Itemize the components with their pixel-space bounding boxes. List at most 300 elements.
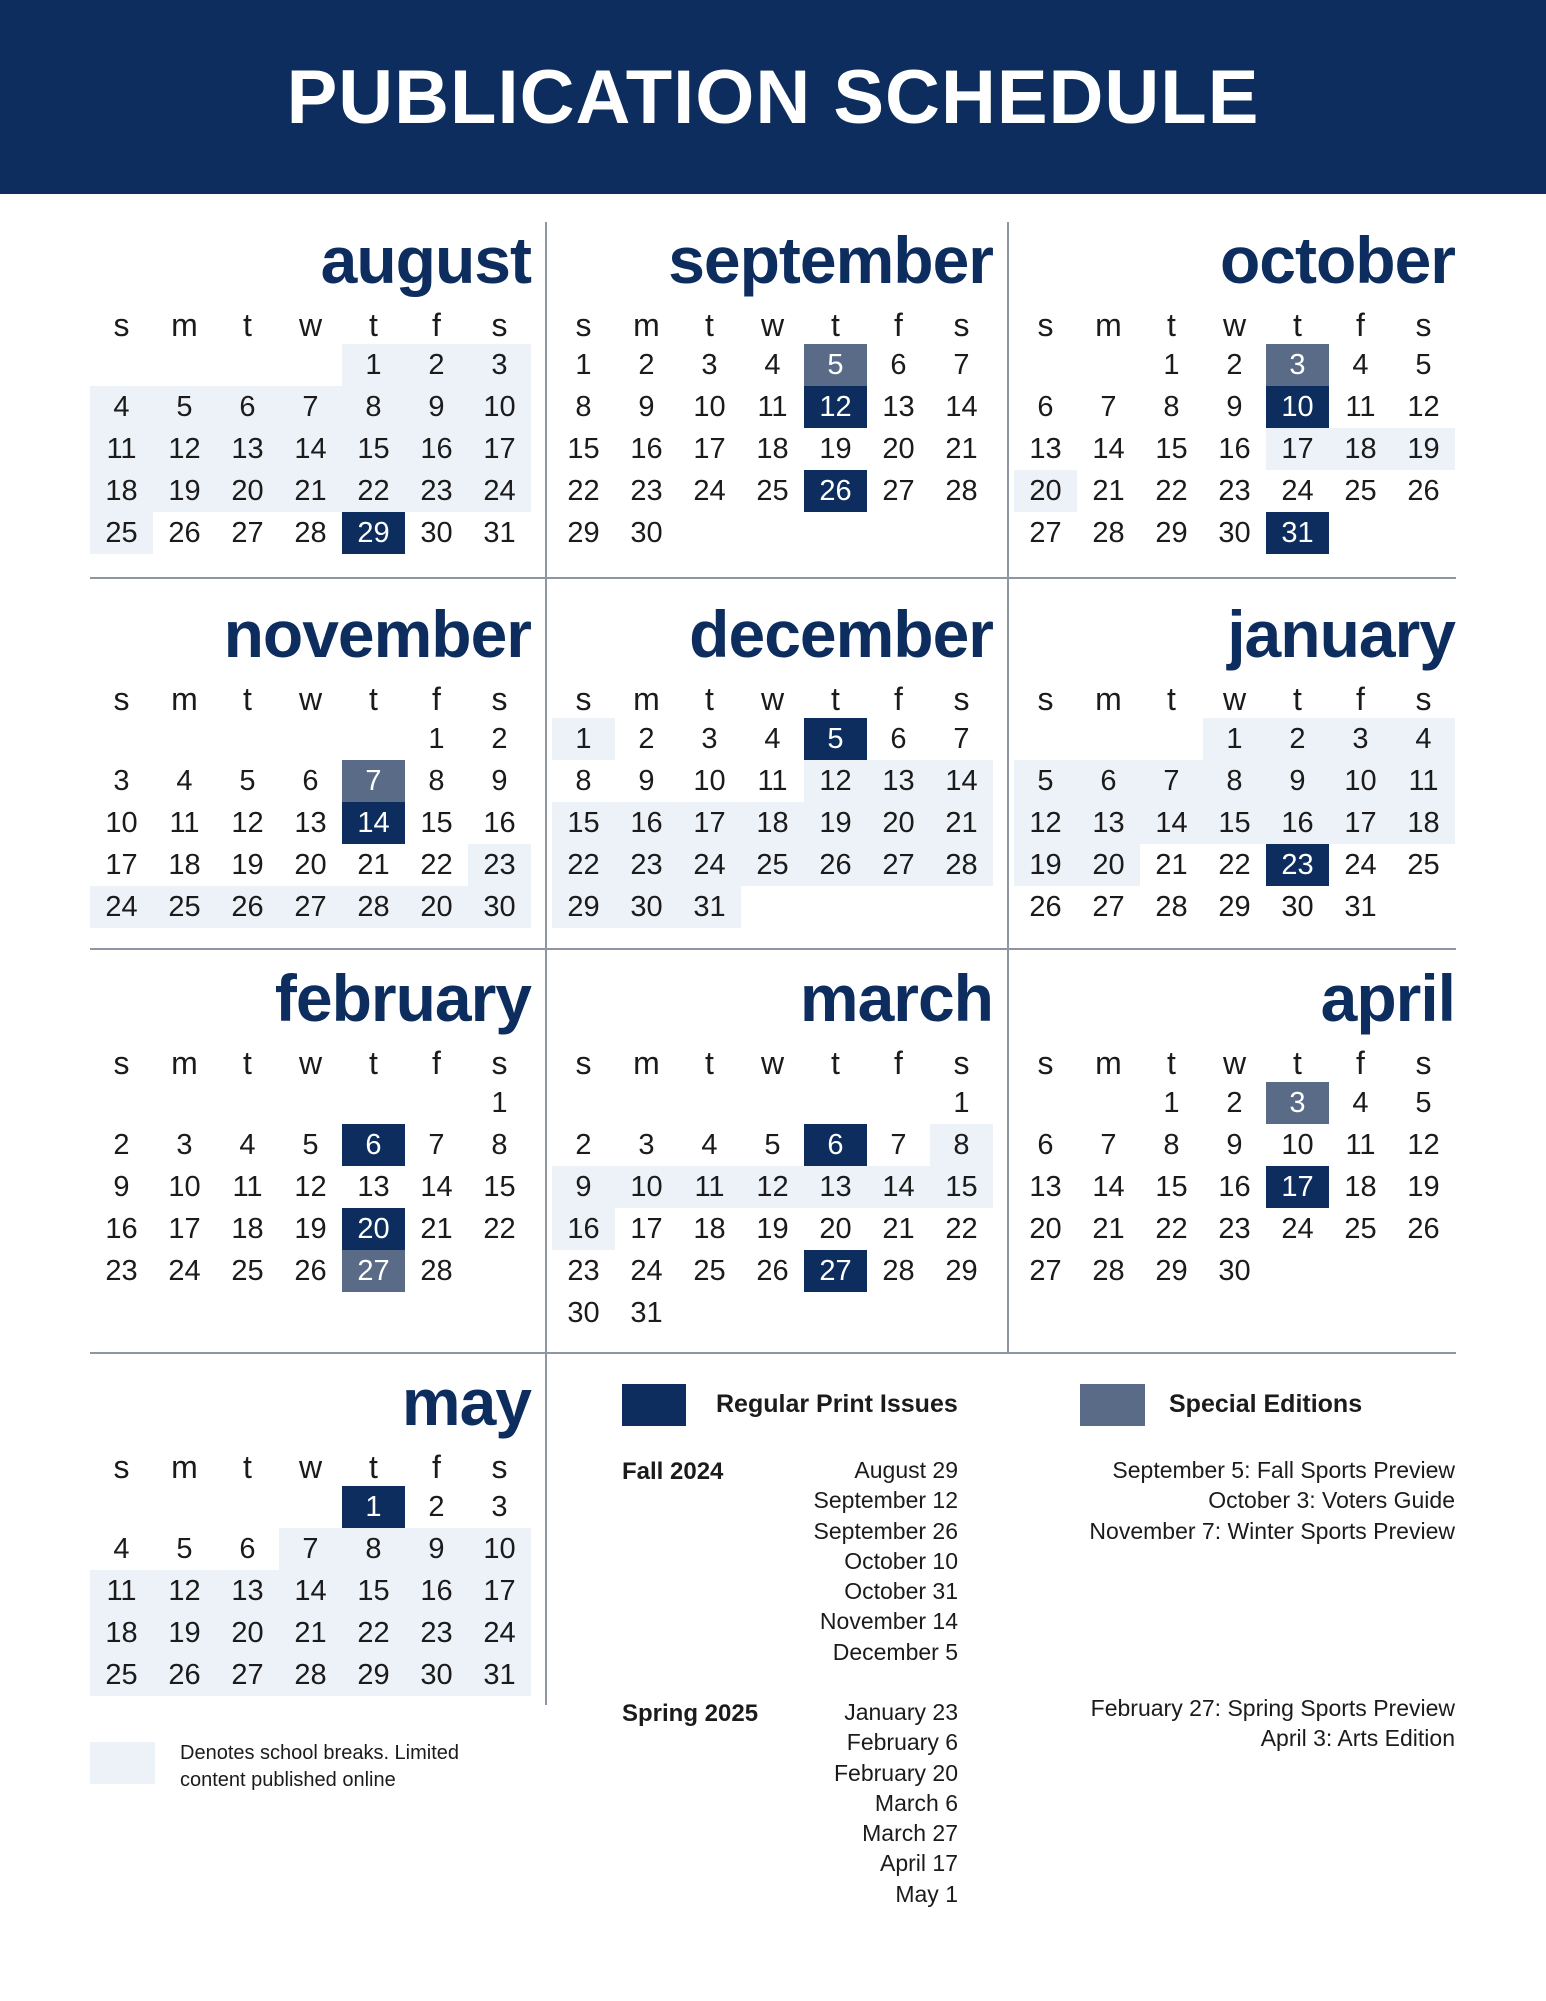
day-cell: 3 bbox=[113, 765, 130, 797]
day-cell: 24 bbox=[630, 1255, 663, 1287]
weekday-header: s bbox=[1037, 307, 1054, 343]
day-cell-special-edition: 5 bbox=[804, 344, 867, 386]
day-cell-school-break: 6 bbox=[216, 386, 279, 428]
day-cell: 20 bbox=[819, 1213, 852, 1245]
weekday-header: s bbox=[575, 1045, 592, 1081]
fall-issue: September 12 bbox=[813, 1487, 958, 1514]
day-cell-school-break: 27 bbox=[279, 886, 342, 928]
day-cell-school-break: 8 bbox=[342, 1528, 405, 1570]
day-cell: 26 bbox=[1407, 475, 1440, 507]
day-cell: 23 bbox=[567, 1255, 600, 1287]
weekday-header: s bbox=[491, 1045, 508, 1081]
day-cell-school-break: 20 bbox=[1077, 844, 1140, 886]
weekday-header: w bbox=[1222, 1045, 1247, 1081]
day-cell-regular-issue: 23 bbox=[1266, 844, 1329, 886]
legend-break-note: Denotes school breaks. Limited content published online bbox=[180, 1742, 460, 1791]
day-cell: 3 bbox=[701, 349, 718, 381]
day-cell: 3 bbox=[701, 723, 718, 755]
day-cell: 22 bbox=[567, 475, 600, 507]
day-cell: 4 bbox=[113, 1533, 130, 1565]
day-cell-school-break: 29 bbox=[342, 1654, 405, 1696]
day-cell: 1 bbox=[1163, 1087, 1180, 1119]
day-cell: 21 bbox=[1155, 849, 1188, 881]
day-cell: 24 bbox=[1281, 475, 1314, 507]
day-cell: 17 bbox=[630, 1213, 663, 1245]
day-cell-regular-issue: 1 bbox=[342, 1486, 405, 1528]
day-cell-school-break: 7 bbox=[1140, 760, 1203, 802]
day-cell: 5 bbox=[239, 765, 256, 797]
fall-issue: October 31 bbox=[844, 1578, 958, 1605]
month-title: august bbox=[320, 223, 531, 297]
day-cell: 8 bbox=[1163, 1129, 1180, 1161]
day-cell: 4 bbox=[176, 765, 193, 797]
day-cell-special-edition: 27 bbox=[342, 1250, 405, 1292]
weekday-header: f bbox=[894, 681, 903, 717]
day-cell-school-break: 25 bbox=[90, 512, 153, 554]
day-cell: 25 bbox=[1344, 475, 1377, 507]
day-cell-school-break: 10 bbox=[468, 386, 531, 428]
legend-regular-swatch bbox=[622, 1384, 686, 1426]
day-cell-regular-issue: 17 bbox=[1266, 1166, 1329, 1208]
day-cell-school-break: 26 bbox=[804, 844, 867, 886]
day-cell: 25 bbox=[231, 1255, 264, 1287]
month-title: march bbox=[799, 961, 993, 1035]
day-cell-school-break: 12 bbox=[153, 1570, 216, 1612]
day-cell: 13 bbox=[294, 807, 327, 839]
day-cell: 8 bbox=[1163, 391, 1180, 423]
day-cell-school-break: 22 bbox=[552, 844, 615, 886]
day-cell: 2 bbox=[113, 1129, 130, 1161]
month-may bbox=[90, 1362, 531, 1702]
day-cell: 20 bbox=[294, 849, 327, 881]
fall-semester-label: Fall 2024 bbox=[622, 1458, 724, 1485]
day-cell: 9 bbox=[638, 765, 655, 797]
weekday-header: t bbox=[1293, 1045, 1302, 1081]
day-cell: 28 bbox=[1092, 517, 1125, 549]
weekday-header: t bbox=[243, 1045, 252, 1081]
day-cell-school-break: 8 bbox=[930, 1124, 993, 1166]
fall-issue: November 14 bbox=[819, 1608, 958, 1635]
day-cell-school-break: 1 bbox=[552, 718, 615, 760]
day-cell-school-break: 3 bbox=[1329, 718, 1392, 760]
day-cell: 22 bbox=[1155, 1213, 1188, 1245]
day-cell: 24 bbox=[1281, 1213, 1314, 1245]
month-title: october bbox=[1219, 223, 1455, 297]
day-cell: 10 bbox=[1281, 1129, 1314, 1161]
day-cell: 9 bbox=[638, 391, 655, 423]
day-cell: 26 bbox=[294, 1255, 327, 1287]
day-cell-school-break: 15 bbox=[342, 428, 405, 470]
spring-issue: February 6 bbox=[846, 1729, 958, 1756]
day-cell: 15 bbox=[567, 433, 600, 465]
weekday-header: w bbox=[1222, 307, 1247, 343]
day-cell-school-break: 18 bbox=[1329, 428, 1392, 470]
weekday-header: s bbox=[491, 681, 508, 717]
day-cell-school-break: 11 bbox=[678, 1166, 741, 1208]
day-cell: 2 bbox=[428, 1491, 445, 1523]
day-cell-school-break: 16 bbox=[615, 802, 678, 844]
day-cell: 13 bbox=[1029, 1171, 1062, 1203]
day-cell: 10 bbox=[693, 391, 726, 423]
weekday-header: t bbox=[243, 681, 252, 717]
spring-issue: January 23 bbox=[844, 1699, 958, 1725]
month-january bbox=[1014, 594, 1455, 934]
month-april bbox=[1014, 958, 1455, 1338]
day-cell: 15 bbox=[1155, 433, 1188, 465]
day-cell-school-break: 18 bbox=[1392, 802, 1455, 844]
weekday-header: s bbox=[1037, 681, 1054, 717]
spring-special: February 27: Spring Sports Preview bbox=[1090, 1695, 1455, 1721]
weekday-header: s bbox=[113, 307, 130, 343]
day-cell: 22 bbox=[483, 1213, 516, 1245]
weekday-header: s bbox=[491, 307, 508, 343]
day-cell-school-break: 14 bbox=[279, 1570, 342, 1612]
day-cell-school-break: 20 bbox=[867, 802, 930, 844]
day-cell: 16 bbox=[630, 433, 663, 465]
day-cell-school-break: 23 bbox=[405, 1612, 468, 1654]
day-cell: 29 bbox=[945, 1255, 978, 1287]
day-cell-school-break: 18 bbox=[741, 802, 804, 844]
weekday-header: t bbox=[1167, 307, 1176, 343]
spring-issues-list bbox=[834, 1697, 958, 1909]
month-title: may bbox=[401, 1365, 531, 1439]
day-cell-school-break: 13 bbox=[867, 760, 930, 802]
day-cell: 22 bbox=[1218, 849, 1251, 881]
fall-special: October 3: Voters Guide bbox=[1208, 1487, 1455, 1514]
legend-regular-label: Regular Print Issues bbox=[716, 1390, 958, 1418]
day-cell-school-break: 30 bbox=[615, 886, 678, 928]
spring-issue: February 20 bbox=[833, 1759, 958, 1786]
day-cell: 18 bbox=[693, 1213, 726, 1245]
day-cell-school-break: 4 bbox=[90, 386, 153, 428]
day-cell-school-break: 15 bbox=[1203, 802, 1266, 844]
day-cell-school-break: 14 bbox=[867, 1166, 930, 1208]
spring-issue: March 27 bbox=[862, 1820, 958, 1847]
day-cell-school-break: 19 bbox=[804, 802, 867, 844]
day-cell: 28 bbox=[945, 475, 978, 507]
day-cell: 30 bbox=[1281, 891, 1314, 923]
day-cell-school-break: 24 bbox=[468, 470, 531, 512]
day-cell-school-break: 4 bbox=[1392, 718, 1455, 760]
day-cell: 21 bbox=[1092, 475, 1125, 507]
day-cell-school-break: 12 bbox=[153, 428, 216, 470]
day-cell-school-break: 15 bbox=[930, 1166, 993, 1208]
weekday-header: m bbox=[1095, 1045, 1122, 1081]
weekday-header: m bbox=[171, 681, 198, 717]
day-cell-school-break: 13 bbox=[1077, 802, 1140, 844]
day-cell-school-break: 13 bbox=[216, 428, 279, 470]
day-cell: 30 bbox=[420, 517, 453, 549]
day-cell: 24 bbox=[693, 475, 726, 507]
day-cell: 1 bbox=[491, 1087, 508, 1119]
day-cell: 11 bbox=[1345, 1129, 1376, 1161]
day-cell: 15 bbox=[483, 1171, 516, 1203]
weekday-header: w bbox=[1222, 681, 1247, 717]
weekday-header: f bbox=[432, 1045, 441, 1081]
divider-horizontal-3 bbox=[90, 1352, 1456, 1354]
day-cell-school-break: 16 bbox=[405, 428, 468, 470]
day-cell-school-break: 21 bbox=[279, 470, 342, 512]
day-cell-school-break: 12 bbox=[741, 1166, 804, 1208]
weekday-header: s bbox=[113, 681, 130, 717]
day-cell: 5 bbox=[302, 1129, 319, 1161]
day-cell-school-break: 16 bbox=[552, 1208, 615, 1250]
weekday-header: s bbox=[575, 681, 592, 717]
day-cell-school-break: 30 bbox=[405, 1654, 468, 1696]
day-cell-school-break: 5 bbox=[153, 386, 216, 428]
day-cell-school-break: 25 bbox=[153, 886, 216, 928]
day-cell: 6 bbox=[890, 349, 907, 381]
day-cell: 3 bbox=[638, 1129, 655, 1161]
day-cell-school-break: 13 bbox=[216, 1570, 279, 1612]
day-cell-regular-issue: 5 bbox=[804, 718, 867, 760]
day-cell: 30 bbox=[1218, 517, 1251, 549]
day-cell: 2 bbox=[1226, 349, 1243, 381]
day-cell: 21 bbox=[420, 1213, 453, 1245]
day-cell: 6 bbox=[890, 723, 907, 755]
page-title: PUBLICATION SCHEDULE bbox=[0, 0, 1546, 194]
month-march bbox=[552, 958, 993, 1338]
day-cell: 28 bbox=[882, 1255, 915, 1287]
month-august bbox=[90, 220, 531, 560]
weekday-header: f bbox=[1356, 1045, 1365, 1081]
day-cell-school-break: 5 bbox=[1014, 760, 1077, 802]
day-cell: 12 bbox=[231, 807, 264, 839]
day-cell: 16 bbox=[483, 807, 516, 839]
weekday-header: t bbox=[1167, 1045, 1176, 1081]
day-cell: 27 bbox=[1092, 891, 1125, 923]
day-cell: 23 bbox=[630, 475, 663, 507]
day-cell: 17 bbox=[693, 433, 726, 465]
day-cell: 1 bbox=[428, 723, 445, 755]
day-cell-school-break: 28 bbox=[930, 844, 993, 886]
day-cell: 19 bbox=[294, 1213, 327, 1245]
day-cell: 21 bbox=[1092, 1213, 1125, 1245]
day-cell: 24 bbox=[168, 1255, 201, 1287]
day-cell: 11 bbox=[757, 391, 788, 423]
day-cell: 21 bbox=[945, 433, 978, 465]
weekday-header: t bbox=[369, 307, 378, 343]
day-cell: 4 bbox=[1352, 1087, 1369, 1119]
day-cell: 28 bbox=[420, 1255, 453, 1287]
day-cell: 6 bbox=[302, 765, 319, 797]
day-cell: 4 bbox=[764, 723, 781, 755]
fall-issue: September 26 bbox=[813, 1517, 958, 1544]
day-cell-special-edition: 3 bbox=[1266, 1082, 1329, 1124]
day-cell: 30 bbox=[1218, 1255, 1251, 1287]
weekday-header: w bbox=[298, 1449, 323, 1485]
day-cell: 29 bbox=[1155, 1255, 1188, 1287]
day-cell-regular-issue: 6 bbox=[342, 1124, 405, 1166]
legend-break-swatch bbox=[90, 1742, 155, 1784]
day-cell: 16 bbox=[105, 1213, 138, 1245]
day-cell-school-break: 24 bbox=[678, 844, 741, 886]
weekday-header: m bbox=[171, 307, 198, 343]
day-cell: 4 bbox=[239, 1129, 256, 1161]
day-cell-school-break: 1 bbox=[1203, 718, 1266, 760]
day-cell: 5 bbox=[1415, 1087, 1432, 1119]
day-cell-school-break: 16 bbox=[1266, 802, 1329, 844]
fall-issue: August 29 bbox=[854, 1457, 958, 1483]
day-cell: 23 bbox=[105, 1255, 138, 1287]
day-cell-school-break: 29 bbox=[552, 886, 615, 928]
day-cell: 15 bbox=[1155, 1171, 1188, 1203]
day-cell: 7 bbox=[1100, 1129, 1117, 1161]
day-cell: 15 bbox=[420, 807, 453, 839]
day-cell: 20 bbox=[1029, 1213, 1062, 1245]
day-cell: 19 bbox=[756, 1213, 789, 1245]
day-cell-regular-issue: 31 bbox=[1266, 512, 1329, 554]
day-cell: 8 bbox=[575, 765, 592, 797]
day-cell: 14 bbox=[420, 1171, 453, 1203]
day-cell-regular-issue: 14 bbox=[342, 802, 405, 844]
day-cell-school-break: 10 bbox=[1329, 760, 1392, 802]
day-cell-school-break: 9 bbox=[1266, 760, 1329, 802]
day-cell: 13 bbox=[1029, 433, 1062, 465]
day-cell: 13 bbox=[357, 1171, 390, 1203]
weekday-header: w bbox=[760, 681, 785, 717]
weekday-header: w bbox=[298, 681, 323, 717]
day-cell: 29 bbox=[567, 517, 600, 549]
weekday-header: w bbox=[760, 307, 785, 343]
day-cell-school-break: 24 bbox=[468, 1612, 531, 1654]
weekday-header: t bbox=[705, 1045, 714, 1081]
divider-vertical-2 bbox=[1007, 222, 1009, 1352]
day-cell-school-break: 10 bbox=[615, 1166, 678, 1208]
weekday-header: f bbox=[432, 681, 441, 717]
weekday-header: s bbox=[953, 307, 970, 343]
day-cell-school-break: 26 bbox=[216, 886, 279, 928]
day-cell-school-break: 20 bbox=[1014, 470, 1077, 512]
day-cell: 27 bbox=[231, 517, 264, 549]
day-cell-school-break: 21 bbox=[279, 1612, 342, 1654]
fall-issues-list bbox=[814, 1455, 958, 1667]
fall-special: September 5: Fall Sports Preview bbox=[1112, 1457, 1455, 1483]
day-cell: 29 bbox=[1155, 517, 1188, 549]
day-cell: 31 bbox=[1344, 891, 1377, 923]
day-cell: 28 bbox=[1092, 1255, 1125, 1287]
day-cell-school-break: 25 bbox=[90, 1654, 153, 1696]
weekday-header: t bbox=[1293, 681, 1302, 717]
spring-issue: April 17 bbox=[880, 1850, 958, 1877]
day-cell: 11 bbox=[169, 807, 200, 839]
day-cell-school-break: 22 bbox=[342, 1612, 405, 1654]
day-cell: 27 bbox=[1029, 517, 1062, 549]
fall-issue: December 5 bbox=[832, 1638, 958, 1665]
day-cell: 31 bbox=[483, 517, 516, 549]
weekday-header: t bbox=[369, 1045, 378, 1081]
day-cell: 11 bbox=[232, 1171, 263, 1203]
day-cell: 10 bbox=[168, 1171, 201, 1203]
day-cell: 22 bbox=[945, 1213, 978, 1245]
day-cell: 8 bbox=[428, 765, 445, 797]
day-cell: 10 bbox=[693, 765, 726, 797]
day-cell: 12 bbox=[294, 1171, 327, 1203]
day-cell: 7 bbox=[1100, 391, 1117, 423]
day-cell: 4 bbox=[701, 1129, 718, 1161]
day-cell: 14 bbox=[1092, 433, 1125, 465]
legend-special-label: Special Editions bbox=[1169, 1390, 1363, 1418]
day-cell: 30 bbox=[630, 517, 663, 549]
day-cell-school-break: 2 bbox=[1266, 718, 1329, 760]
day-cell-school-break: 23 bbox=[468, 844, 531, 886]
day-cell: 7 bbox=[428, 1129, 445, 1161]
day-cell: 20 bbox=[882, 433, 915, 465]
weekday-header: t bbox=[369, 681, 378, 717]
day-cell-school-break: 20 bbox=[216, 470, 279, 512]
day-cell: 4 bbox=[1352, 349, 1369, 381]
weekday-header: m bbox=[1095, 307, 1122, 343]
day-cell-school-break: 6 bbox=[1077, 760, 1140, 802]
weekday-header: m bbox=[633, 1045, 660, 1081]
day-cell: 6 bbox=[1037, 391, 1054, 423]
month-title: september bbox=[668, 223, 993, 297]
day-cell: 7 bbox=[890, 1129, 907, 1161]
day-cell-school-break: 9 bbox=[405, 1528, 468, 1570]
day-cell-school-break: 30 bbox=[468, 886, 531, 928]
day-cell: 19 bbox=[819, 433, 852, 465]
day-cell-regular-issue: 12 bbox=[804, 386, 867, 428]
day-cell-school-break: 13 bbox=[804, 1166, 867, 1208]
day-cell: 2 bbox=[638, 349, 655, 381]
spring-specials-list bbox=[1091, 1693, 1455, 1754]
day-cell-school-break: 15 bbox=[342, 1570, 405, 1612]
day-cell: 22 bbox=[1155, 475, 1188, 507]
weekday-header: s bbox=[1037, 1045, 1054, 1081]
day-cell-school-break: 16 bbox=[405, 1570, 468, 1612]
weekday-header: t bbox=[1293, 307, 1302, 343]
weekday-header: s bbox=[1415, 1045, 1432, 1081]
weekday-header: s bbox=[1415, 681, 1432, 717]
month-october bbox=[1014, 220, 1455, 560]
day-cell: 25 bbox=[1407, 849, 1440, 881]
day-cell-school-break: 8 bbox=[1203, 760, 1266, 802]
weekday-header: f bbox=[432, 307, 441, 343]
day-cell: 24 bbox=[1344, 849, 1377, 881]
day-cell-school-break: 27 bbox=[867, 844, 930, 886]
day-cell-school-break: 18 bbox=[90, 470, 153, 512]
day-cell-school-break: 19 bbox=[1392, 428, 1455, 470]
day-cell: 8 bbox=[491, 1129, 508, 1161]
month-title: december bbox=[689, 597, 993, 671]
day-cell: 25 bbox=[1344, 1213, 1377, 1245]
day-cell-school-break: 11 bbox=[90, 1570, 153, 1612]
day-cell: 12 bbox=[1407, 391, 1440, 423]
weekday-header: t bbox=[831, 307, 840, 343]
day-cell-school-break: 28 bbox=[279, 1654, 342, 1696]
day-cell: 9 bbox=[491, 765, 508, 797]
day-cell: 6 bbox=[239, 1533, 256, 1565]
day-cell: 6 bbox=[1037, 1129, 1054, 1161]
day-cell: 7 bbox=[953, 349, 970, 381]
day-cell-school-break: 11 bbox=[1392, 760, 1455, 802]
day-cell-school-break: 23 bbox=[405, 470, 468, 512]
day-cell: 28 bbox=[294, 517, 327, 549]
weekday-header: t bbox=[1167, 681, 1176, 717]
day-cell-school-break: 31 bbox=[468, 1654, 531, 1696]
day-cell: 2 bbox=[638, 723, 655, 755]
day-cell-school-break: 1 bbox=[342, 344, 405, 386]
weekday-header: m bbox=[633, 681, 660, 717]
day-cell: 17 bbox=[105, 849, 138, 881]
day-cell-school-break: 23 bbox=[615, 844, 678, 886]
day-cell-school-break: 14 bbox=[279, 428, 342, 470]
day-cell-regular-issue: 26 bbox=[804, 470, 867, 512]
weekday-header: s bbox=[1415, 307, 1432, 343]
day-cell-school-break: 14 bbox=[930, 760, 993, 802]
weekday-header: t bbox=[705, 307, 714, 343]
day-cell-school-break: 26 bbox=[153, 1654, 216, 1696]
